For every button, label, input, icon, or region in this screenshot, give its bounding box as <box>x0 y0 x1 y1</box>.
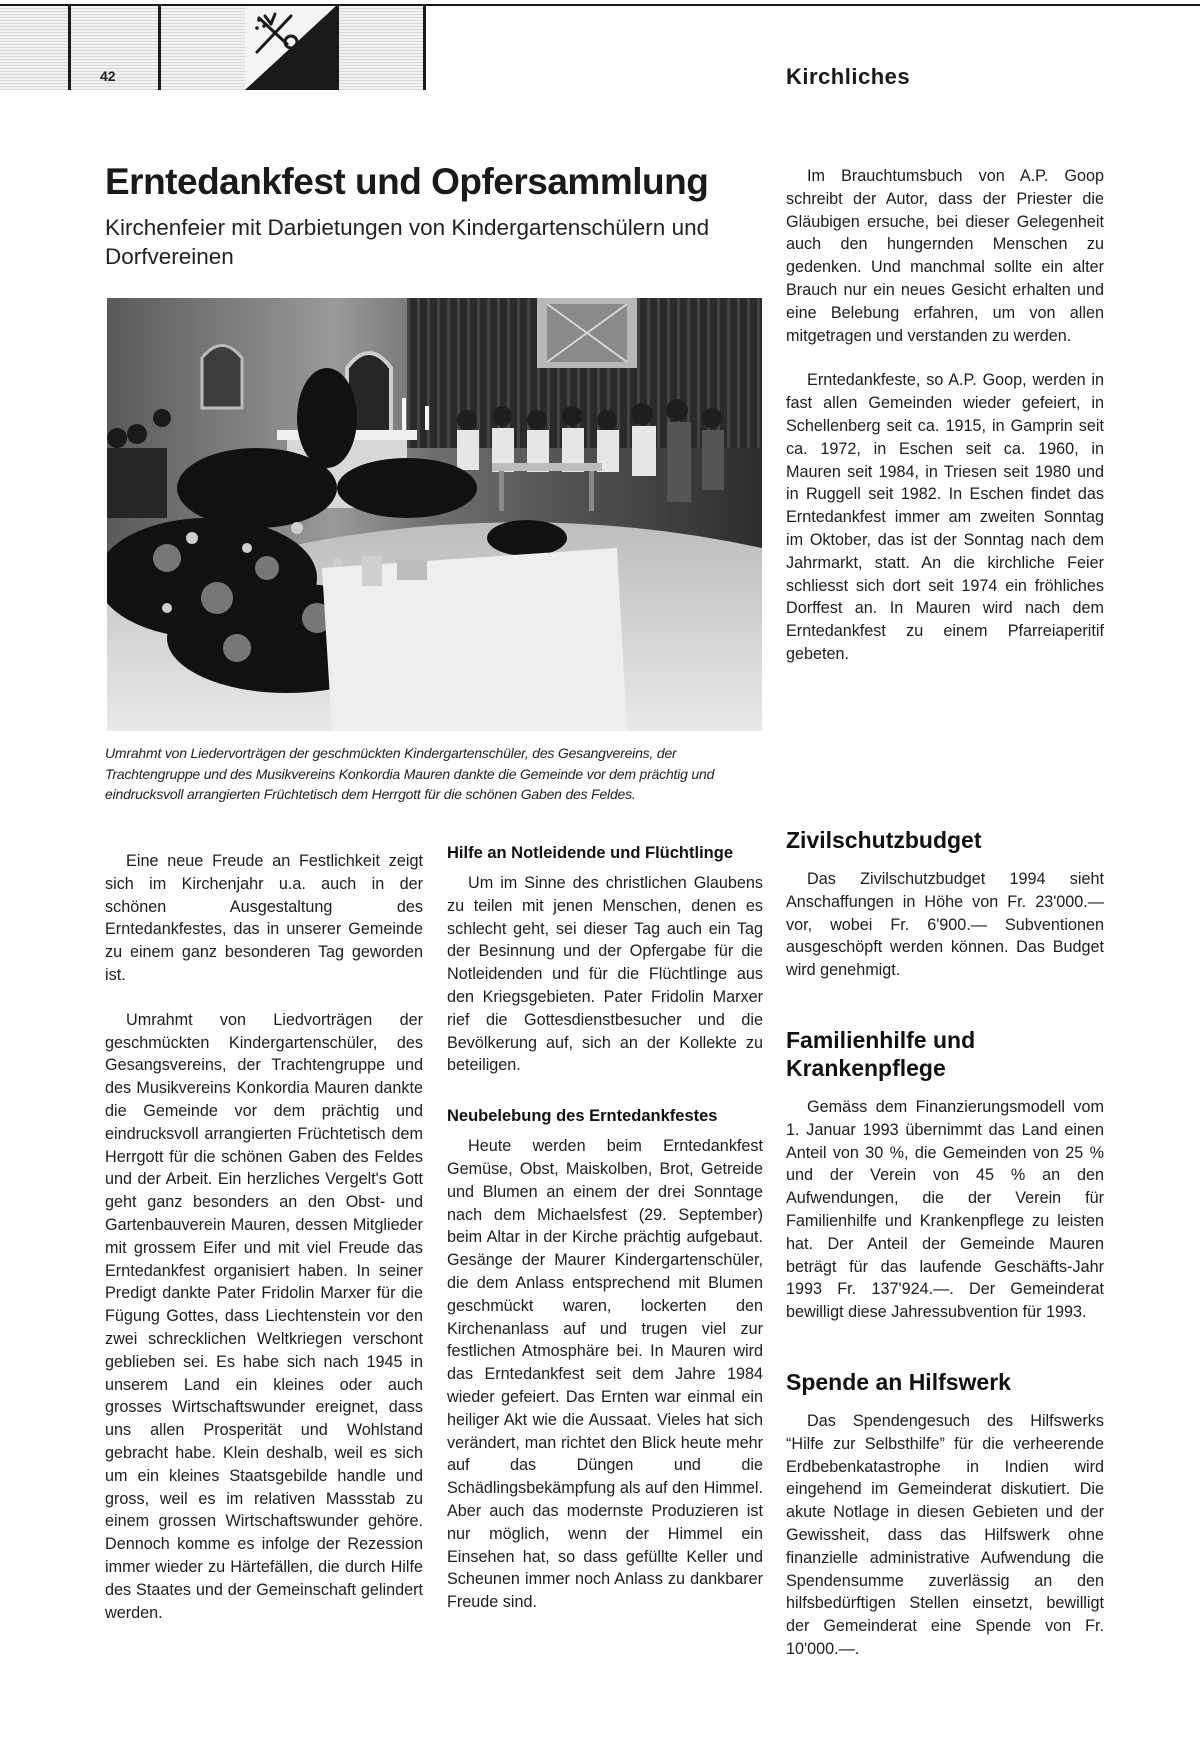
body-paragraph: Das Zivilschutzbudget 1994 sieht Anschaffungen in Höhe von Fr. 23'000.— vor, wobei Fr. 6'900.— Subventionen ausgeschöpft werden können. Das Budget wird genehmigt. <box>786 870 1104 980</box>
body-paragraph: Eine neue Freude an Festlichkeit zeigt sich im Kirchenjahr u.a. auch in der schönen Ausgestaltung des Erntedankfestes, das in unserer Gemeinde zu einem ganz besonderen Tag geworden ist. <box>105 852 423 984</box>
body-paragraph: Um im Sinne des christlichen Glaubens zu teilen mit jenen Menschen, denen es schlecht geht, sei dieser Tag auch ein Tag der Besinnung und der Opfergabe für die Notleidenden und für die Flüchtlinge aus den Kriegsgebieten. Pater Fridolin Marxer rief die Gottesdienstbesucher und die Bevölkerung auf, sich an der Kollekte zu beteiligen. <box>447 874 763 1075</box>
news-column <box>786 826 1104 1661</box>
crossed-tools-emblem-icon <box>245 6 336 90</box>
header-divider <box>336 6 339 90</box>
photo-caption: Umrahmt von Liedervorträgen der geschmückten Kindergartenschüler, des Gesangvereins, der Trachtengruppe und des Musikvereins Konkordia Mauren dankte die Gemeinde vor dem prächtig und eindrucksvoll arrangierten Früchtetisch dem Herrgott für die schönen Gaben des Feldes. <box>105 745 715 802</box>
header-top-rule <box>0 4 1200 6</box>
photo-illustration <box>107 298 762 731</box>
article-column-middle <box>447 842 763 1614</box>
subsection-heading: Neubelebung des Erntedankfestes <box>447 1107 718 1126</box>
body-paragraph: Umrahmt von Liedvorträgen der geschmückten Kindergartenschüler, des Gesangsvereins, der Trachtengruppe und des Musikvereins Konkordia Mauren dankte die Gemeinde vor dem prächtig und eindrucksvoll arrangierten Früchtetisch dem Herrgott für die schönen Gaben des Feldes und der Arbeit. Ein herzliches Vergelt's Gott geht ganz besonders an den Obst- und Gartenbauverein Mauren, dessen Mitglieder mit grossem Eifer und mit viel Freude das Erntedankfest organisiert haben. In seiner Predigt dankte Pater Fridolin Marxer für die Fügung Gottes, dass Liechtenstein vor den zwei schrecklichen Weltkriegen verschont geblieben sei. Es habe sich nach 1945 in unserem Land ein kleines oder auch grosses Wirtschaftswunder ereignet, dass uns allen Prosperität und Wohlstand gebracht habe. Klein deshalb, weil es sich um ein kleines Staatsgebilde handle und gross, weil es im relativen Massstab zu einem grossen Wirtschaftswunder gehöre. Dennoch komme es infolge der Rezession immer wieder zu Härtefällen, die durch Hilfe des Staates und der Gemeinschaft gelindert werden. <box>105 1010 423 1622</box>
header-divider <box>158 6 161 90</box>
subsection-heading: Hilfe an Notleidende und Flüchtlinge <box>447 844 734 862</box>
article-column-right <box>786 165 1104 666</box>
body-paragraph: Gemäss dem Finanzierungsmodell vom 1. Januar 1993 übernimmt das Land einen Anteil von 30 %, die Gemeinden von 25 % und der Verein von 45 % an den Aufwendungen, die der Verein für Familienhilfe und Krankenpflege zu leisten hat. Der Anteil der Gemeinde Mauren beträgt für das laufende Geschäfts-Jahr 1993 Fr. 137'924.—. Der Gemeinderat bewilligt diese Jahressubvention für 1993. <box>786 1097 1104 1322</box>
header-divider <box>423 6 426 90</box>
body-paragraph: Im Brauchtumsbuch von A.P. Goop schreibt der Autor, dass der Priester die Gläubigen ersuche, bei dieser Gelegenheit auch den hungernden Menschen zu gedenken. Und manchmal sollte ein alter Brauch nur ein neues Gesicht erhalten und eine Belebung erfahren, um von allen mitgetragen und verstanden zu werden. <box>786 167 1104 345</box>
article-subtitle: Kirchenfeier mit Darbietungen von Kindergartenschülern und Dorfvereinen <box>105 215 710 269</box>
page-header <box>0 0 1200 92</box>
section-label: Kirchliches <box>786 64 911 89</box>
article-column-left <box>105 850 423 1624</box>
church-harvest-photo <box>107 298 762 731</box>
body-paragraph: Heute werden beim Erntedankfest Gemüse, Obst, Maiskolben, Brot, Getreide und Blumen an einem der drei Sonntage nach dem Michaelsfest (29. September) beim Altar in der Kirche prächtig aufgebaut. Gesänge der Maurer Kindergartenschüler, die dem Anlass entsprechend mit Blumen geschmückt waren, lockerten den Kirchenanlass auf und trugen viel zur festlichen Atmosphäre bei. In Mauren wird das Erntedankfest seit dem Jahre 1984 wieder gefeiert. Das Ernten war einmal ein heiliger Akt wie die Aussaat. Vieles hat sich verändert, man richtet den Blick heute mehr auf das Düngen und die Schädlingsbekämpfung als auf den Himmel. Aber auch das modernste Produzieren ist nur möglich, wenn der Himmel ein Einsehen hat, so dass gefüllte Keller und Scheunen immer noch Anlass zu dankbarer Freude sind. <box>447 1137 763 1612</box>
body-paragraph: Erntedankfeste, so A.P. Goop, werden in fast allen Gemeinden wieder gefeiert, in Schellenberg seit ca. 1915, in Gamprin seit ca. 1972, in Eschen seit ca. 1960, in Mauren seit 1984, in Triesen seit 1980 und in Ruggell seit 1982. In Eschen findet das Erntedankfest immer am zweiten Sonntag im Oktober, das ist der Sonntag nach dem Jahrmarkt, statt. An die kirchliche Feier schliesst sich dort seit 1974 ein fröhliches Dorffest an. In Mauren wird nach dem Erntedankfest zu einem Pfarreiaperitif gebeten. <box>786 371 1104 663</box>
article-title: Erntedankfest und Opfersammlung <box>105 161 709 202</box>
page-number: 42 <box>100 68 116 84</box>
section-heading: Familienhilfe und Krankenpflege <box>786 1026 976 1081</box>
section-heading: Spende an Hilfswerk <box>786 1368 1011 1395</box>
header-pattern <box>0 6 425 90</box>
section-heading: Zivilschutzbudget <box>786 827 982 853</box>
header-divider <box>68 6 71 90</box>
body-paragraph: Das Spendengesuch des Hilfswerks “Hilfe zur Selbsthilfe” für die verheerende Erdbebenkatastrophe in Indien wird eingehend im Gemeinderat diskutiert. Die akute Notlage in diesen Gebieten und der Gewissheit, dass das Hilfswerk ohne finanzielle administrative Aufwendung die Spendensumme zuverlässig an den hilfsbedürftigen Stellen einsetzt, bewilligt der Gemeinderat eine Spende von Fr. 10'000.—. <box>786 1411 1104 1658</box>
